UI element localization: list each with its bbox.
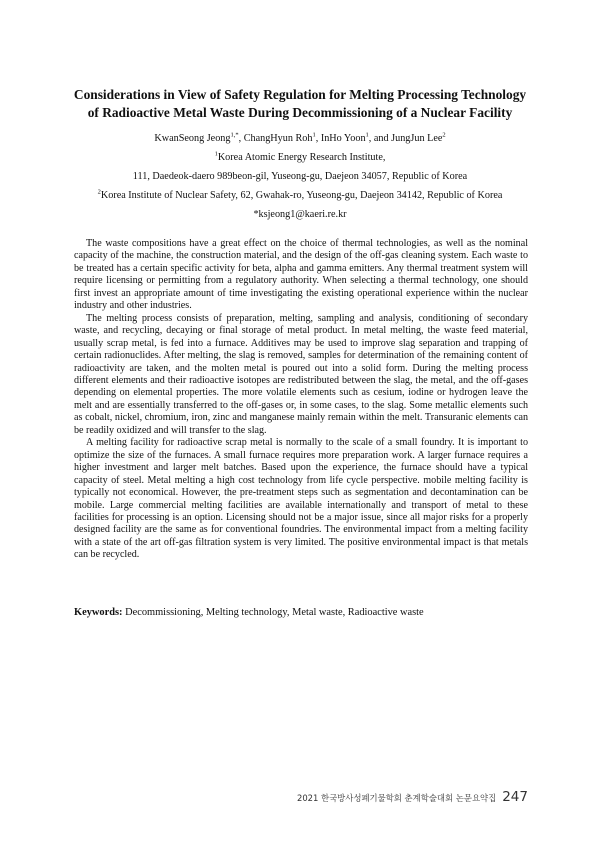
author-affiliation-mark: 1 <box>312 131 316 139</box>
page-footer <box>297 789 528 805</box>
corresponding-email: *ksjeong1@kaeri.re.kr <box>253 209 347 220</box>
keywords-label: Keywords: <box>74 607 123 618</box>
abstract-paragraph: The waste compositions have a great effect on the choice of thermal technologies, as well as the nominal capacity of the machine, the construction material, and the design of the off-gas cleaning system. Each waste to be treated has a certain specific activity for beta, alpha and gamma emitters. Any thermal treatment system will require licensing or permitting from a regulatory authority. When selecting a thermal technology, one should first invest an appropriate amount of time investigating the existing operational experience within the nuclear industry and other industries. <box>74 238 528 312</box>
author-conjunction: and <box>373 133 389 144</box>
affiliation-1-name: Korea Atomic Energy Research Institute, <box>217 152 386 163</box>
affiliation-mark: 1 <box>214 150 218 158</box>
author-affiliation-mark: 1,* <box>230 131 239 139</box>
affiliation-2 <box>60 189 540 202</box>
conference-name: 2021 한국방사성폐기물학회 춘계학술대회 논문요약집 <box>297 793 497 803</box>
author-list: KwanSeong Jeong$^{1,*}$, ChangHyun Roh$^1$, InHo Yoon$^1$, and JungJun Lee$^2$ <box>154 131 446 144</box>
affiliation-2-text: Korea Institute of Nuclear Safety, 62, Gwahak-ro, Yuseong-gu, Daejeon 34142, Republic of Korea <box>100 190 503 201</box>
title-line-2: of Radioactive Metal Waste During Decommissioning of a Nuclear Facility <box>87 105 513 120</box>
page-number: 247 <box>502 789 528 805</box>
abstract-paragraph: The melting process consists of preparation, melting, sampling and analysis, conditioning of secondary waste, and recycling, decaying or final storage of metal product. In metal melting, the waste feed material, usually scrap metal, is fed into a furnace. Additives may be used to improve slag separation and trapping of certain radionuclides. After melting, the slag is removed, samples for determination of the remaining content of radioactivity are taken, and the molten metal is poured out into a solid form. During the melting process different elements and their radioactive isotopes are redistributed between the slag, the metal, and the off-gases depending on elemental properties. The more volatile elements such as cesium, iodine or hydrogen leave the melt and are essentially transferred to the off-gases or, in some cases, to the slag. Some metallic elements such as cobalt, nickel, chromium, iron, zinc and manganese mainly remain within the melt. Transuranic elements can be readily oxidized and will transfer to the slag. <box>74 312 528 436</box>
affiliation-1-address: 111, Daedeok-daero 989beon-gil, Yuseong-gu, Daejeon 34057, Republic of Korea <box>132 171 468 182</box>
keywords-text: Decommissioning, Melting technology, Metal waste, Radioactive waste <box>125 607 424 618</box>
author-affiliation-mark: 1 <box>365 131 369 139</box>
author-name: KwanSeong Jeong <box>154 133 231 144</box>
keywords-line <box>74 606 528 619</box>
title-line-1: Considerations in View of Safety Regulation for Melting Processing Technology <box>73 87 527 102</box>
author-block <box>60 132 540 227</box>
author-name: ChangHyun Roh <box>243 133 313 144</box>
author-name: InHo Yoon <box>320 133 366 144</box>
affiliation-1 <box>60 151 540 164</box>
abstract-paragraph: A melting facility for radioactive scrap metal is normally to the scale of a small foundry. It is important to optimize the size of the furnaces. A small furnace requires more preparation work. A larger furnace requires a higher investment and larger melt batches. Based upon the experience, the furnace should have a typical capacity of steel. Metal melting a high cost technology from life cycle perspective. mobile melting facility is typically not economical. However, the pre-treatment steps such as segmentation and decontamination can be mobile. Large commercial melting facilities are available internationally and transport of metal to these facilities for processing is an option. Licensing should not be a major issue, since all major risks for a properly designed facility are the same as for conventional foundries. The environmental impact from a melting facility with a state of the art off-gas filtration system is very limited. The positive environmental impact is that metals can be recycled. <box>74 437 528 561</box>
abstract-body <box>74 238 528 562</box>
author-name: JungJun Lee <box>391 133 443 144</box>
affiliation-mark: 2 <box>97 188 101 196</box>
author-affiliation-mark: 2 <box>442 131 446 139</box>
paper-title <box>70 86 530 122</box>
